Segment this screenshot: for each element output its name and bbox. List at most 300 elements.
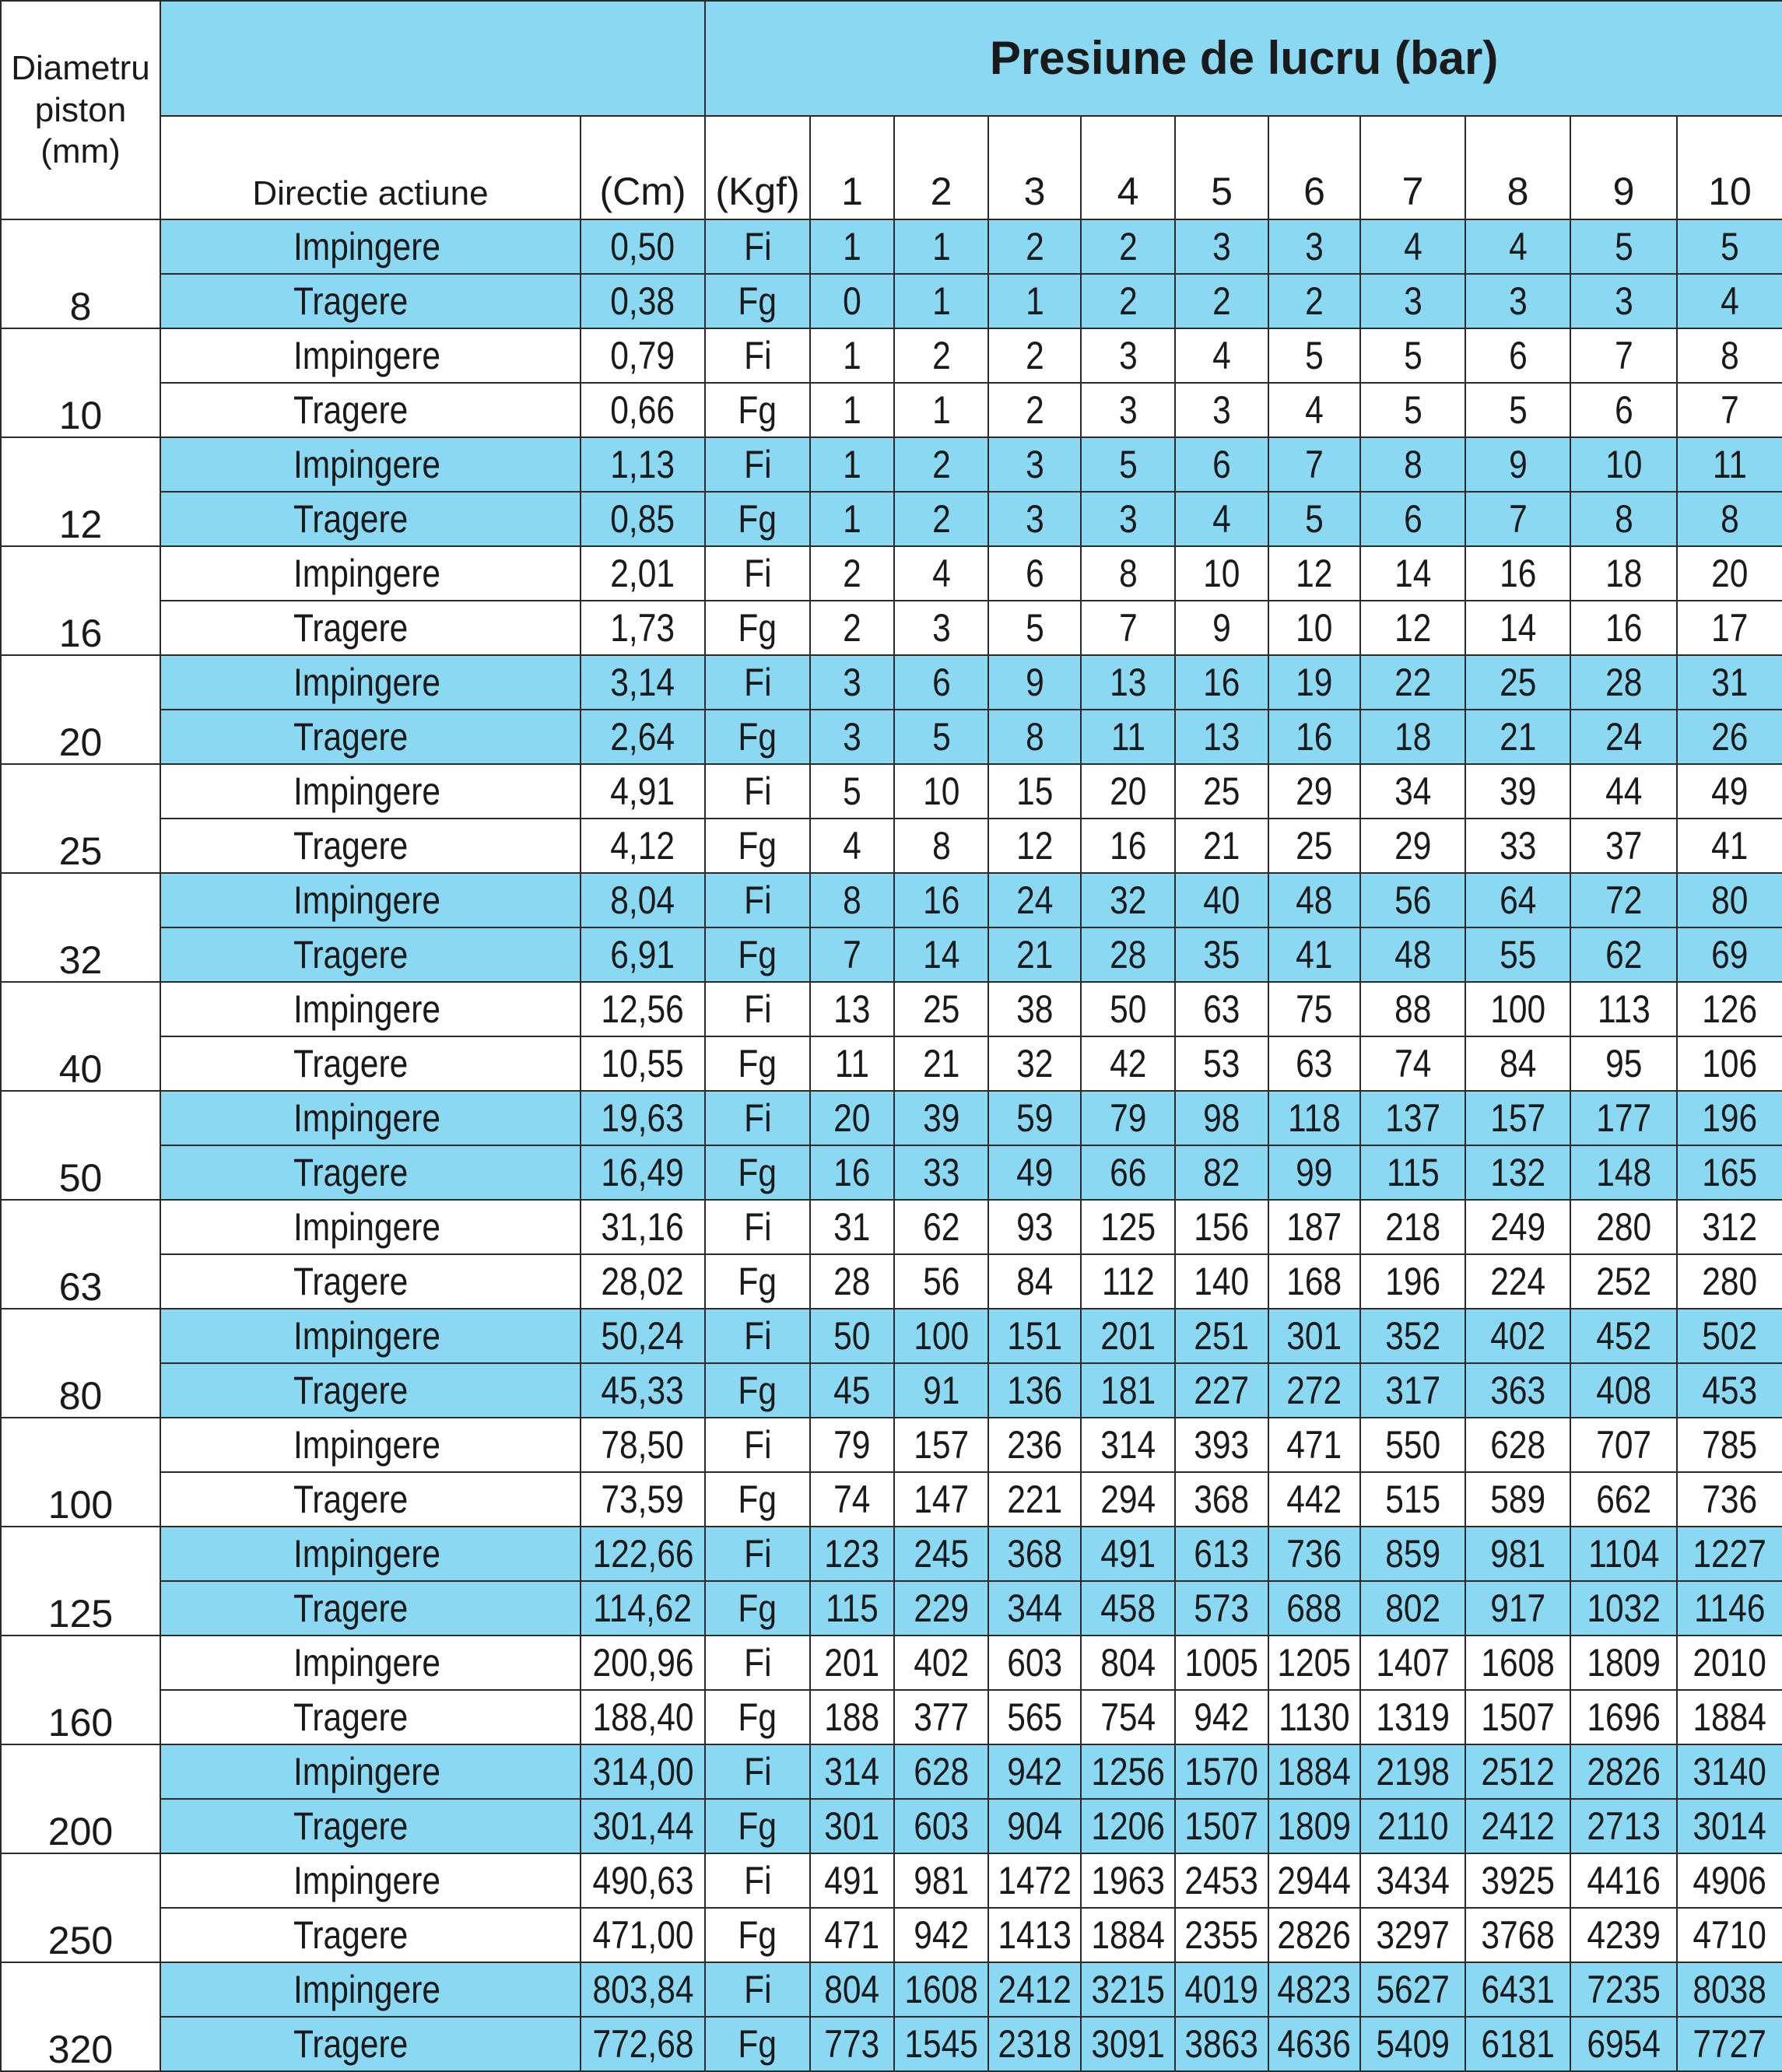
force-value: 48	[1360, 927, 1465, 982]
table-row	[1, 1036, 1782, 1091]
force-value: 137	[1360, 1091, 1465, 1145]
force-symbol: Fi	[705, 1853, 810, 1908]
force-value: 589	[1465, 1472, 1570, 1527]
force-value: 79	[810, 1418, 894, 1472]
force-value: 1472	[988, 1853, 1081, 1908]
force-value: 603	[894, 1799, 988, 1853]
force-value: 33	[1465, 819, 1570, 873]
force-value: 41	[1268, 927, 1360, 982]
force-value: 4	[1360, 219, 1465, 274]
cm-value: 0,38	[581, 274, 705, 328]
table-row	[1, 1200, 1782, 1254]
direction-label: Tragere	[160, 1799, 581, 1853]
cm-value: 0,85	[581, 492, 705, 546]
force-value: 1319	[1360, 1690, 1465, 1744]
force-value: 63	[1268, 1036, 1360, 1091]
force-value: 140	[1175, 1254, 1268, 1309]
force-value: 18	[1570, 546, 1677, 601]
direction-label: Tragere	[160, 1145, 581, 1200]
force-value: 41	[1677, 819, 1782, 873]
cm-value: 1,13	[581, 437, 705, 492]
force-value: 50	[1081, 982, 1175, 1036]
force-value: 11	[810, 1036, 894, 1091]
force-value: 471	[1268, 1418, 1360, 1472]
force-symbol: Fg	[705, 1472, 810, 1527]
cm-value: 28,02	[581, 1254, 705, 1309]
force-value: 1104	[1570, 1527, 1677, 1581]
force-value: 79	[1081, 1091, 1175, 1145]
force-value: 16	[1465, 546, 1570, 601]
force-value: 942	[1175, 1690, 1268, 1744]
force-value: 7	[1268, 437, 1360, 492]
force-value: 3	[810, 655, 894, 710]
force-value: 565	[988, 1690, 1081, 1744]
force-value: 249	[1465, 1200, 1570, 1254]
force-value: 6	[988, 546, 1081, 601]
force-value: 736	[1268, 1527, 1360, 1581]
force-value: 3	[1360, 274, 1465, 328]
table-row	[1, 1908, 1782, 1962]
force-value: 24	[988, 873, 1081, 927]
force-value: 20	[810, 1091, 894, 1145]
force-value: 201	[810, 1636, 894, 1690]
piston-diameter: 8	[1, 219, 160, 328]
cm-value: 6,91	[581, 927, 705, 982]
table-row	[1, 873, 1782, 927]
piston-diameter: 40	[1, 982, 160, 1091]
cm-value: 803,84	[581, 1962, 705, 2017]
force-value: 2412	[988, 1962, 1081, 2017]
force-symbol: Fi	[705, 982, 810, 1036]
force-value: 63	[1175, 982, 1268, 1036]
direction-label: Tragere	[160, 1363, 581, 1418]
force-value: 603	[988, 1636, 1081, 1690]
force-value: 25	[1465, 655, 1570, 710]
force-value: 3434	[1360, 1853, 1465, 1908]
force-value: 4	[894, 546, 988, 601]
force-value: 5627	[1360, 1962, 1465, 2017]
force-symbol: Fg	[705, 2017, 810, 2071]
force-value: 9	[1465, 437, 1570, 492]
force-value: 82	[1175, 1145, 1268, 1200]
force-value: 707	[1570, 1418, 1677, 1472]
direction-label: Tragere	[160, 1581, 581, 1636]
direction-label: Impingere	[160, 1744, 581, 1799]
force-value: 573	[1175, 1581, 1268, 1636]
force-value: 25	[1268, 819, 1360, 873]
force-value: 66	[1081, 1145, 1175, 1200]
force-value: 662	[1570, 1472, 1677, 1527]
force-value: 272	[1268, 1363, 1360, 1418]
table-row	[1, 1799, 1782, 1853]
table-row	[1, 1690, 1782, 1744]
force-value: 442	[1268, 1472, 1360, 1527]
cm-value: 471,00	[581, 1908, 705, 1962]
force-value: 1130	[1268, 1690, 1360, 1744]
force-value: 1507	[1175, 1799, 1268, 1853]
force-value: 2453	[1175, 1853, 1268, 1908]
force-value: 236	[988, 1418, 1081, 1472]
force-value: 2318	[988, 2017, 1081, 2071]
force-value: 1	[988, 274, 1081, 328]
force-value: 5	[988, 601, 1081, 655]
force-value: 368	[988, 1527, 1081, 1581]
cm-header: (Cm)	[581, 116, 705, 219]
force-value: 1	[810, 328, 894, 383]
force-value: 3014	[1677, 1799, 1782, 1853]
force-value: 9	[1175, 601, 1268, 655]
table-row	[1, 1636, 1782, 1690]
pressure-title: Presiune de lucru (bar)	[705, 1, 1782, 116]
force-value: 3	[1081, 328, 1175, 383]
force-value: 981	[894, 1853, 988, 1908]
force-value: 4	[1465, 219, 1570, 274]
force-symbol: Fg	[705, 1799, 810, 1853]
cm-value: 45,33	[581, 1363, 705, 1418]
cm-value: 50,24	[581, 1309, 705, 1363]
force-value: 613	[1175, 1527, 1268, 1581]
force-value: 2355	[1175, 1908, 1268, 1962]
force-value: 5	[1360, 328, 1465, 383]
direction-label: Impingere	[160, 1853, 581, 1908]
force-value: 1032	[1570, 1581, 1677, 1636]
force-value: 56	[894, 1254, 988, 1309]
force-value: 49	[988, 1145, 1081, 1200]
force-value: 3	[894, 601, 988, 655]
force-value: 19	[1268, 655, 1360, 710]
force-value: 491	[1081, 1527, 1175, 1581]
table-row	[1, 219, 1782, 274]
direction-label: Tragere	[160, 601, 581, 655]
force-value: 44	[1570, 764, 1677, 819]
direction-label: Tragere	[160, 1690, 581, 1744]
pressure-header-7: 7	[1360, 116, 1465, 219]
force-value: 35	[1175, 927, 1268, 982]
force-value: 1205	[1268, 1636, 1360, 1690]
force-value: 1884	[1268, 1744, 1360, 1799]
piston-diameter: 25	[1, 764, 160, 873]
force-value: 2412	[1465, 1799, 1570, 1853]
header-row-columns	[1, 116, 1782, 219]
piston-diameter: 250	[1, 1853, 160, 1962]
force-value: 1570	[1175, 1744, 1268, 1799]
force-symbol: Fi	[705, 1418, 810, 1472]
force-value: 2	[810, 601, 894, 655]
direction-label: Impingere	[160, 1636, 581, 1690]
force-value: 227	[1175, 1363, 1268, 1418]
force-value: 4	[1268, 383, 1360, 437]
force-value: 252	[1570, 1254, 1677, 1309]
force-value: 8	[810, 873, 894, 927]
pressure-header-1: 1	[810, 116, 894, 219]
direction-label: Impingere	[160, 1527, 581, 1581]
force-value: 4710	[1677, 1908, 1782, 1962]
force-value: 10	[1570, 437, 1677, 492]
direction-label: Tragere	[160, 819, 581, 873]
force-value: 168	[1268, 1254, 1360, 1309]
force-value: 4	[1677, 274, 1782, 328]
force-value: 1963	[1081, 1853, 1175, 1908]
force-value: 13	[810, 982, 894, 1036]
force-value: 147	[894, 1472, 988, 1527]
force-value: 917	[1465, 1581, 1570, 1636]
cm-value: 772,68	[581, 2017, 705, 2071]
force-value: 4019	[1175, 1962, 1268, 2017]
table-row	[1, 982, 1782, 1036]
force-symbol: Fi	[705, 1309, 810, 1363]
force-value: 6	[1570, 383, 1677, 437]
force-value: 100	[1465, 982, 1570, 1036]
table-row	[1, 492, 1782, 546]
force-value: 112	[1081, 1254, 1175, 1309]
force-value: 408	[1570, 1363, 1677, 1418]
force-value: 100	[894, 1309, 988, 1363]
force-value: 4	[810, 819, 894, 873]
force-value: 3215	[1081, 1962, 1175, 2017]
force-value: 294	[1081, 1472, 1175, 1527]
force-symbol: Fg	[705, 819, 810, 873]
force-symbol: Fi	[705, 1636, 810, 1690]
force-symbol: Fi	[705, 1527, 810, 1581]
force-symbol: Fg	[705, 601, 810, 655]
force-value: 38	[988, 982, 1081, 1036]
force-value: 48	[1268, 873, 1360, 927]
force-value: 5	[1360, 383, 1465, 437]
force-value: 74	[810, 1472, 894, 1527]
cm-value: 19,63	[581, 1091, 705, 1145]
force-value: 33	[894, 1145, 988, 1200]
direction-label: Impingere	[160, 437, 581, 492]
force-value: 314	[1081, 1418, 1175, 1472]
force-value: 5	[1268, 328, 1360, 383]
force-value: 1	[894, 383, 988, 437]
force-value: 393	[1175, 1418, 1268, 1472]
force-value: 16	[894, 873, 988, 927]
force-value: 3	[810, 710, 894, 764]
force-value: 74	[1360, 1036, 1465, 1091]
cm-value: 114,62	[581, 1581, 705, 1636]
pressure-header-9: 9	[1570, 116, 1677, 219]
force-value: 21	[988, 927, 1081, 982]
force-value: 156	[1175, 1200, 1268, 1254]
force-value: 402	[1465, 1309, 1570, 1363]
force-value: 301	[1268, 1309, 1360, 1363]
force-value: 550	[1360, 1418, 1465, 1472]
force-value: 84	[988, 1254, 1081, 1309]
force-value: 1407	[1360, 1636, 1465, 1690]
force-value: 13	[1081, 655, 1175, 710]
table-row	[1, 1744, 1782, 1799]
direction-header: Directie actiune	[160, 116, 581, 219]
force-value: 2	[1175, 274, 1268, 328]
force-value: 7727	[1677, 2017, 1782, 2071]
direction-label: Impingere	[160, 1200, 581, 1254]
force-symbol: Fg	[705, 1363, 810, 1418]
force-value: 344	[988, 1581, 1081, 1636]
force-value: 12	[1360, 601, 1465, 655]
force-value: 6954	[1570, 2017, 1677, 2071]
force-value: 187	[1268, 1200, 1360, 1254]
direction-label: Impingere	[160, 1418, 581, 1472]
force-value: 2	[1081, 274, 1175, 328]
table-row	[1, 1309, 1782, 1363]
force-value: 22	[1360, 655, 1465, 710]
force-value: 39	[894, 1091, 988, 1145]
force-value: 785	[1677, 1418, 1782, 1472]
piston-diameter: 80	[1, 1309, 160, 1418]
force-value: 4239	[1570, 1908, 1677, 1962]
force-value: 12	[1268, 546, 1360, 601]
force-value: 5	[1268, 492, 1360, 546]
cm-value: 188,40	[581, 1690, 705, 1744]
cm-value: 1,73	[581, 601, 705, 655]
table-row	[1, 819, 1782, 873]
force-value: 8	[1570, 492, 1677, 546]
force-value: 56	[1360, 873, 1465, 927]
direction-label: Tragere	[160, 710, 581, 764]
force-value: 201	[1081, 1309, 1175, 1363]
force-value: 16	[1175, 655, 1268, 710]
force-value: 859	[1360, 1527, 1465, 1581]
force-symbol: Fg	[705, 1254, 810, 1309]
force-value: 99	[1268, 1145, 1360, 1200]
force-value: 8	[1081, 546, 1175, 601]
table-row	[1, 1853, 1782, 1908]
force-value: 29	[1360, 819, 1465, 873]
force-symbol: Fi	[705, 328, 810, 383]
force-value: 14	[1465, 601, 1570, 655]
table-row	[1, 1363, 1782, 1418]
force-value: 368	[1175, 1472, 1268, 1527]
force-value: 115	[810, 1581, 894, 1636]
force-value: 118	[1268, 1091, 1360, 1145]
piston-diameter: 12	[1, 437, 160, 546]
cm-value: 0,79	[581, 328, 705, 383]
force-value: 26	[1677, 710, 1782, 764]
force-value: 3	[1081, 492, 1175, 546]
force-value: 363	[1465, 1363, 1570, 1418]
force-value: 7	[1677, 383, 1782, 437]
force-value: 132	[1465, 1145, 1570, 1200]
force-value: 3	[1465, 274, 1570, 328]
force-value: 3	[988, 492, 1081, 546]
piston-diameter: 20	[1, 655, 160, 764]
table-row	[1, 601, 1782, 655]
direction-label: Impingere	[160, 546, 581, 601]
force-value: 11	[1081, 710, 1175, 764]
pressure-header-8: 8	[1465, 116, 1570, 219]
direction-label: Tragere	[160, 2017, 581, 2071]
force-symbol: Fi	[705, 1200, 810, 1254]
force-value: 39	[1465, 764, 1570, 819]
force-value: 224	[1465, 1254, 1570, 1309]
force-value: 1	[894, 274, 988, 328]
force-symbol: Fi	[705, 1744, 810, 1799]
force-value: 84	[1465, 1036, 1570, 1091]
force-value: 2	[894, 492, 988, 546]
force-value: 14	[894, 927, 988, 982]
force-value: 7	[1465, 492, 1570, 546]
force-value: 40	[1175, 873, 1268, 927]
force-value: 181	[1081, 1363, 1175, 1418]
force-value: 18	[1360, 710, 1465, 764]
force-value: 5	[1465, 383, 1570, 437]
force-value: 106	[1677, 1036, 1782, 1091]
force-value: 2	[894, 437, 988, 492]
force-value: 11	[1677, 437, 1782, 492]
table-row	[1, 1527, 1782, 1581]
piston-diameter: 10	[1, 328, 160, 437]
force-value: 3	[1081, 383, 1175, 437]
force-value: 1	[810, 492, 894, 546]
cm-value: 314,00	[581, 1744, 705, 1799]
force-value: 904	[988, 1799, 1081, 1853]
direction-label: Impingere	[160, 219, 581, 274]
cm-value: 31,16	[581, 1200, 705, 1254]
force-value: 8	[1360, 437, 1465, 492]
force-value: 515	[1360, 1472, 1465, 1527]
force-symbol: Fg	[705, 1036, 810, 1091]
table-row	[1, 710, 1782, 764]
cm-value: 10,55	[581, 1036, 705, 1091]
force-value: 10	[1175, 546, 1268, 601]
force-value: 32	[1081, 873, 1175, 927]
force-symbol: Fg	[705, 710, 810, 764]
force-symbol: Fi	[705, 219, 810, 274]
force-value: 13	[1175, 710, 1268, 764]
force-value: 229	[894, 1581, 988, 1636]
pressure-header-6: 6	[1268, 116, 1360, 219]
force-value: 93	[988, 1200, 1081, 1254]
force-value: 1005	[1175, 1636, 1268, 1690]
cm-value: 8,04	[581, 873, 705, 927]
force-value: 20	[1081, 764, 1175, 819]
force-value: 42	[1081, 1036, 1175, 1091]
force-value: 6431	[1465, 1962, 1570, 2017]
force-value: 95	[1570, 1036, 1677, 1091]
force-value: 28	[810, 1254, 894, 1309]
cm-value: 122,66	[581, 1527, 705, 1581]
force-value: 280	[1570, 1200, 1677, 1254]
force-value: 628	[894, 1744, 988, 1799]
force-symbol: Fg	[705, 1145, 810, 1200]
piston-diameter: 32	[1, 873, 160, 982]
force-value: 21	[1465, 710, 1570, 764]
force-value: 20	[1677, 546, 1782, 601]
force-value: 2713	[1570, 1799, 1677, 1853]
force-value: 1	[810, 437, 894, 492]
force-value: 8038	[1677, 1962, 1782, 2017]
force-value: 45	[810, 1363, 894, 1418]
force-value: 453	[1677, 1363, 1782, 1418]
table-row	[1, 1145, 1782, 1200]
direction-label: Impingere	[160, 328, 581, 383]
force-value: 802	[1360, 1581, 1465, 1636]
force-value: 125	[1081, 1200, 1175, 1254]
pressure-header-3: 3	[988, 116, 1081, 219]
direction-label: Tragere	[160, 927, 581, 982]
force-value: 32	[988, 1036, 1081, 1091]
force-value: 15	[988, 764, 1081, 819]
table-row	[1, 546, 1782, 601]
force-value: 4636	[1268, 2017, 1360, 2071]
direction-label: Impingere	[160, 1091, 581, 1145]
force-value: 9	[988, 655, 1081, 710]
force-value: 3863	[1175, 2017, 1268, 2071]
direction-label: Impingere	[160, 873, 581, 927]
table-row	[1, 437, 1782, 492]
force-value: 491	[810, 1853, 894, 1908]
